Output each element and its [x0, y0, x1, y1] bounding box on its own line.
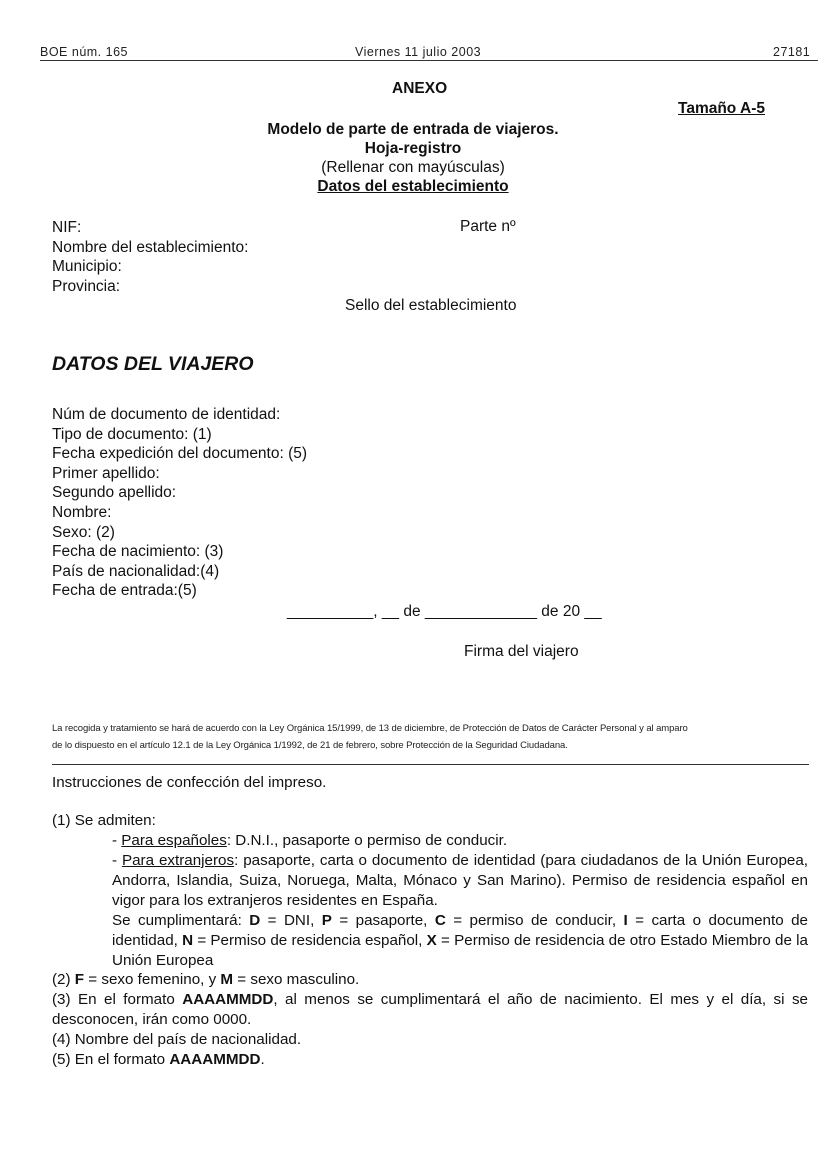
instruction-4: (4) Nombre del país de nacionalidad.	[52, 1031, 302, 1048]
signature-label: Firma del viajero	[464, 643, 579, 660]
code-n-text: = Permiso de residencia español,	[193, 932, 427, 949]
codes-intro: Se cumplimentará:	[112, 912, 250, 929]
field-entry-date: Fecha de entrada:(5)	[52, 582, 197, 600]
municipality-label: Municipio:	[52, 258, 122, 276]
legal-notice-line2: de lo dispuesto en el artículo 12.1 de la Ley Orgánica 1/1992, de 21 de febrero, sobre Protección de la Seguridad Ciudadana.	[52, 740, 568, 751]
n5-prefix: (5) En el formato	[52, 1051, 170, 1068]
code-p: P	[321, 912, 332, 929]
instruction-5	[52, 1050, 265, 1070]
code-d-text: = DNI,	[260, 912, 322, 929]
n3-end: , al menos se cumplimentará el año de nacimiento. El mes y el día, si se desconocen, irán como 0000.	[52, 991, 808, 1028]
n3-format: AAAAMMDD	[182, 991, 274, 1008]
instructions-title: Instrucciones de confección del impreso.	[52, 774, 327, 791]
header-page-number: 27181	[773, 45, 811, 59]
instruction-1b: - Para extranjeros: pasaporte, carta o documento de identidad (para ciudadanos de la Unión Europea, Andorra, Islandia, Suiza, Noruega, Malta, Mónaco y San Marino). Permiso de residencia español en vigor para los extranjeros residentes en España.	[112, 852, 809, 909]
field-second-surname: Segundo apellido:	[52, 484, 177, 502]
annex-title: ANEXO	[392, 80, 448, 97]
form-subtitle: Hoja-registro	[364, 140, 462, 157]
field-nationality: País de nacionalidad:(4)	[52, 562, 220, 580]
foreigners-label: Para extranjeros	[121, 852, 235, 869]
spaniards-text: : D.N.I., pasaporte o permiso de conducir.	[226, 832, 508, 849]
header-left: BOE núm. 165	[40, 45, 128, 59]
instruction-1: (1) Se admiten:	[52, 812, 156, 829]
field-birth-date: Fecha de nacimiento: (3)	[52, 543, 224, 561]
field-name: Nombre:	[52, 503, 112, 521]
instruction-2	[52, 970, 359, 990]
field-issue-date: Fecha expedición del documento: (5)	[52, 445, 308, 463]
n3-prefix: (3) En el formato	[52, 991, 183, 1008]
spaniards-label: Para españoles	[121, 832, 227, 849]
code-m: M	[220, 971, 234, 988]
nif-label: NIF:	[52, 219, 82, 236]
n5-end: .	[260, 1051, 265, 1068]
legal-notice-line1: La recogida y tratamiento se hará de acuerdo con la Ley Orgánica 15/1999, de 13 de diciembre, de Protección de Datos de Carácter Personal y al amparo	[52, 723, 688, 734]
form-title: Modelo de parte de entrada de viajeros.	[267, 121, 559, 138]
code-n: N	[182, 932, 194, 949]
code-p-text: = pasaporte,	[331, 912, 435, 929]
stamp-label: Sello del establecimiento	[345, 297, 517, 314]
traveler-section-heading: DATOS DEL VIAJERO	[52, 353, 254, 375]
header-rule	[40, 60, 818, 61]
code-x: X	[426, 932, 437, 949]
date-place-line: __________, __ de _____________ de 20 __	[287, 603, 602, 620]
instruction-1a: - Para españoles: D.N.I., pasaporte o permiso de conducir.	[112, 832, 508, 849]
code-c-text: = permiso de conducir,	[445, 912, 624, 929]
code-c: C	[434, 912, 446, 929]
field-document-type: Tipo de documento: (1)	[52, 425, 212, 443]
establishment-section-title: Datos del establecimiento	[317, 178, 509, 195]
instruction-3	[52, 990, 808, 1030]
establishment-name-label: Nombre del establecimiento:	[52, 238, 249, 256]
traveler-fields	[52, 405, 307, 601]
part-number-label: Parte nº	[460, 218, 516, 235]
code-i-text: = carta o documento de identidad,	[112, 912, 808, 949]
foreigners-text: : pasaporte, carta o documento de identidad (para ciudadanos de la Unión Europea, Andorra, Islandia, Suiza, Noruega, Malta, Mónaco y San Marino). Permiso de residencia español en vigor para los extranjeros residentes en España.	[112, 852, 809, 909]
n2-end: = sexo masculino.	[233, 971, 360, 988]
field-document-number: Núm de documento de identidad:	[52, 406, 281, 423]
n5-format: AAAAMMDD	[169, 1051, 261, 1068]
size-label: Tamaño A-5	[678, 100, 765, 117]
code-x-text: = Permiso de residencia de otro Estado Miembro de la Unión Europea	[112, 932, 808, 969]
code-d: D	[249, 912, 261, 929]
section-divider	[52, 764, 809, 765]
n2-middle: = sexo femenino, y	[84, 971, 221, 988]
establishment-fields	[52, 218, 248, 296]
field-sex: Sexo: (2)	[52, 523, 115, 541]
instruction-1c	[112, 911, 808, 971]
code-i: I	[623, 912, 628, 929]
form-note: (Rellenar con mayúsculas)	[321, 159, 505, 176]
n2-prefix: (2)	[52, 971, 75, 988]
field-first-surname: Primer apellido:	[52, 464, 160, 482]
code-f: F	[74, 971, 85, 988]
header-date: Viernes 11 julio 2003	[355, 45, 482, 59]
province-label: Provincia:	[52, 277, 121, 295]
